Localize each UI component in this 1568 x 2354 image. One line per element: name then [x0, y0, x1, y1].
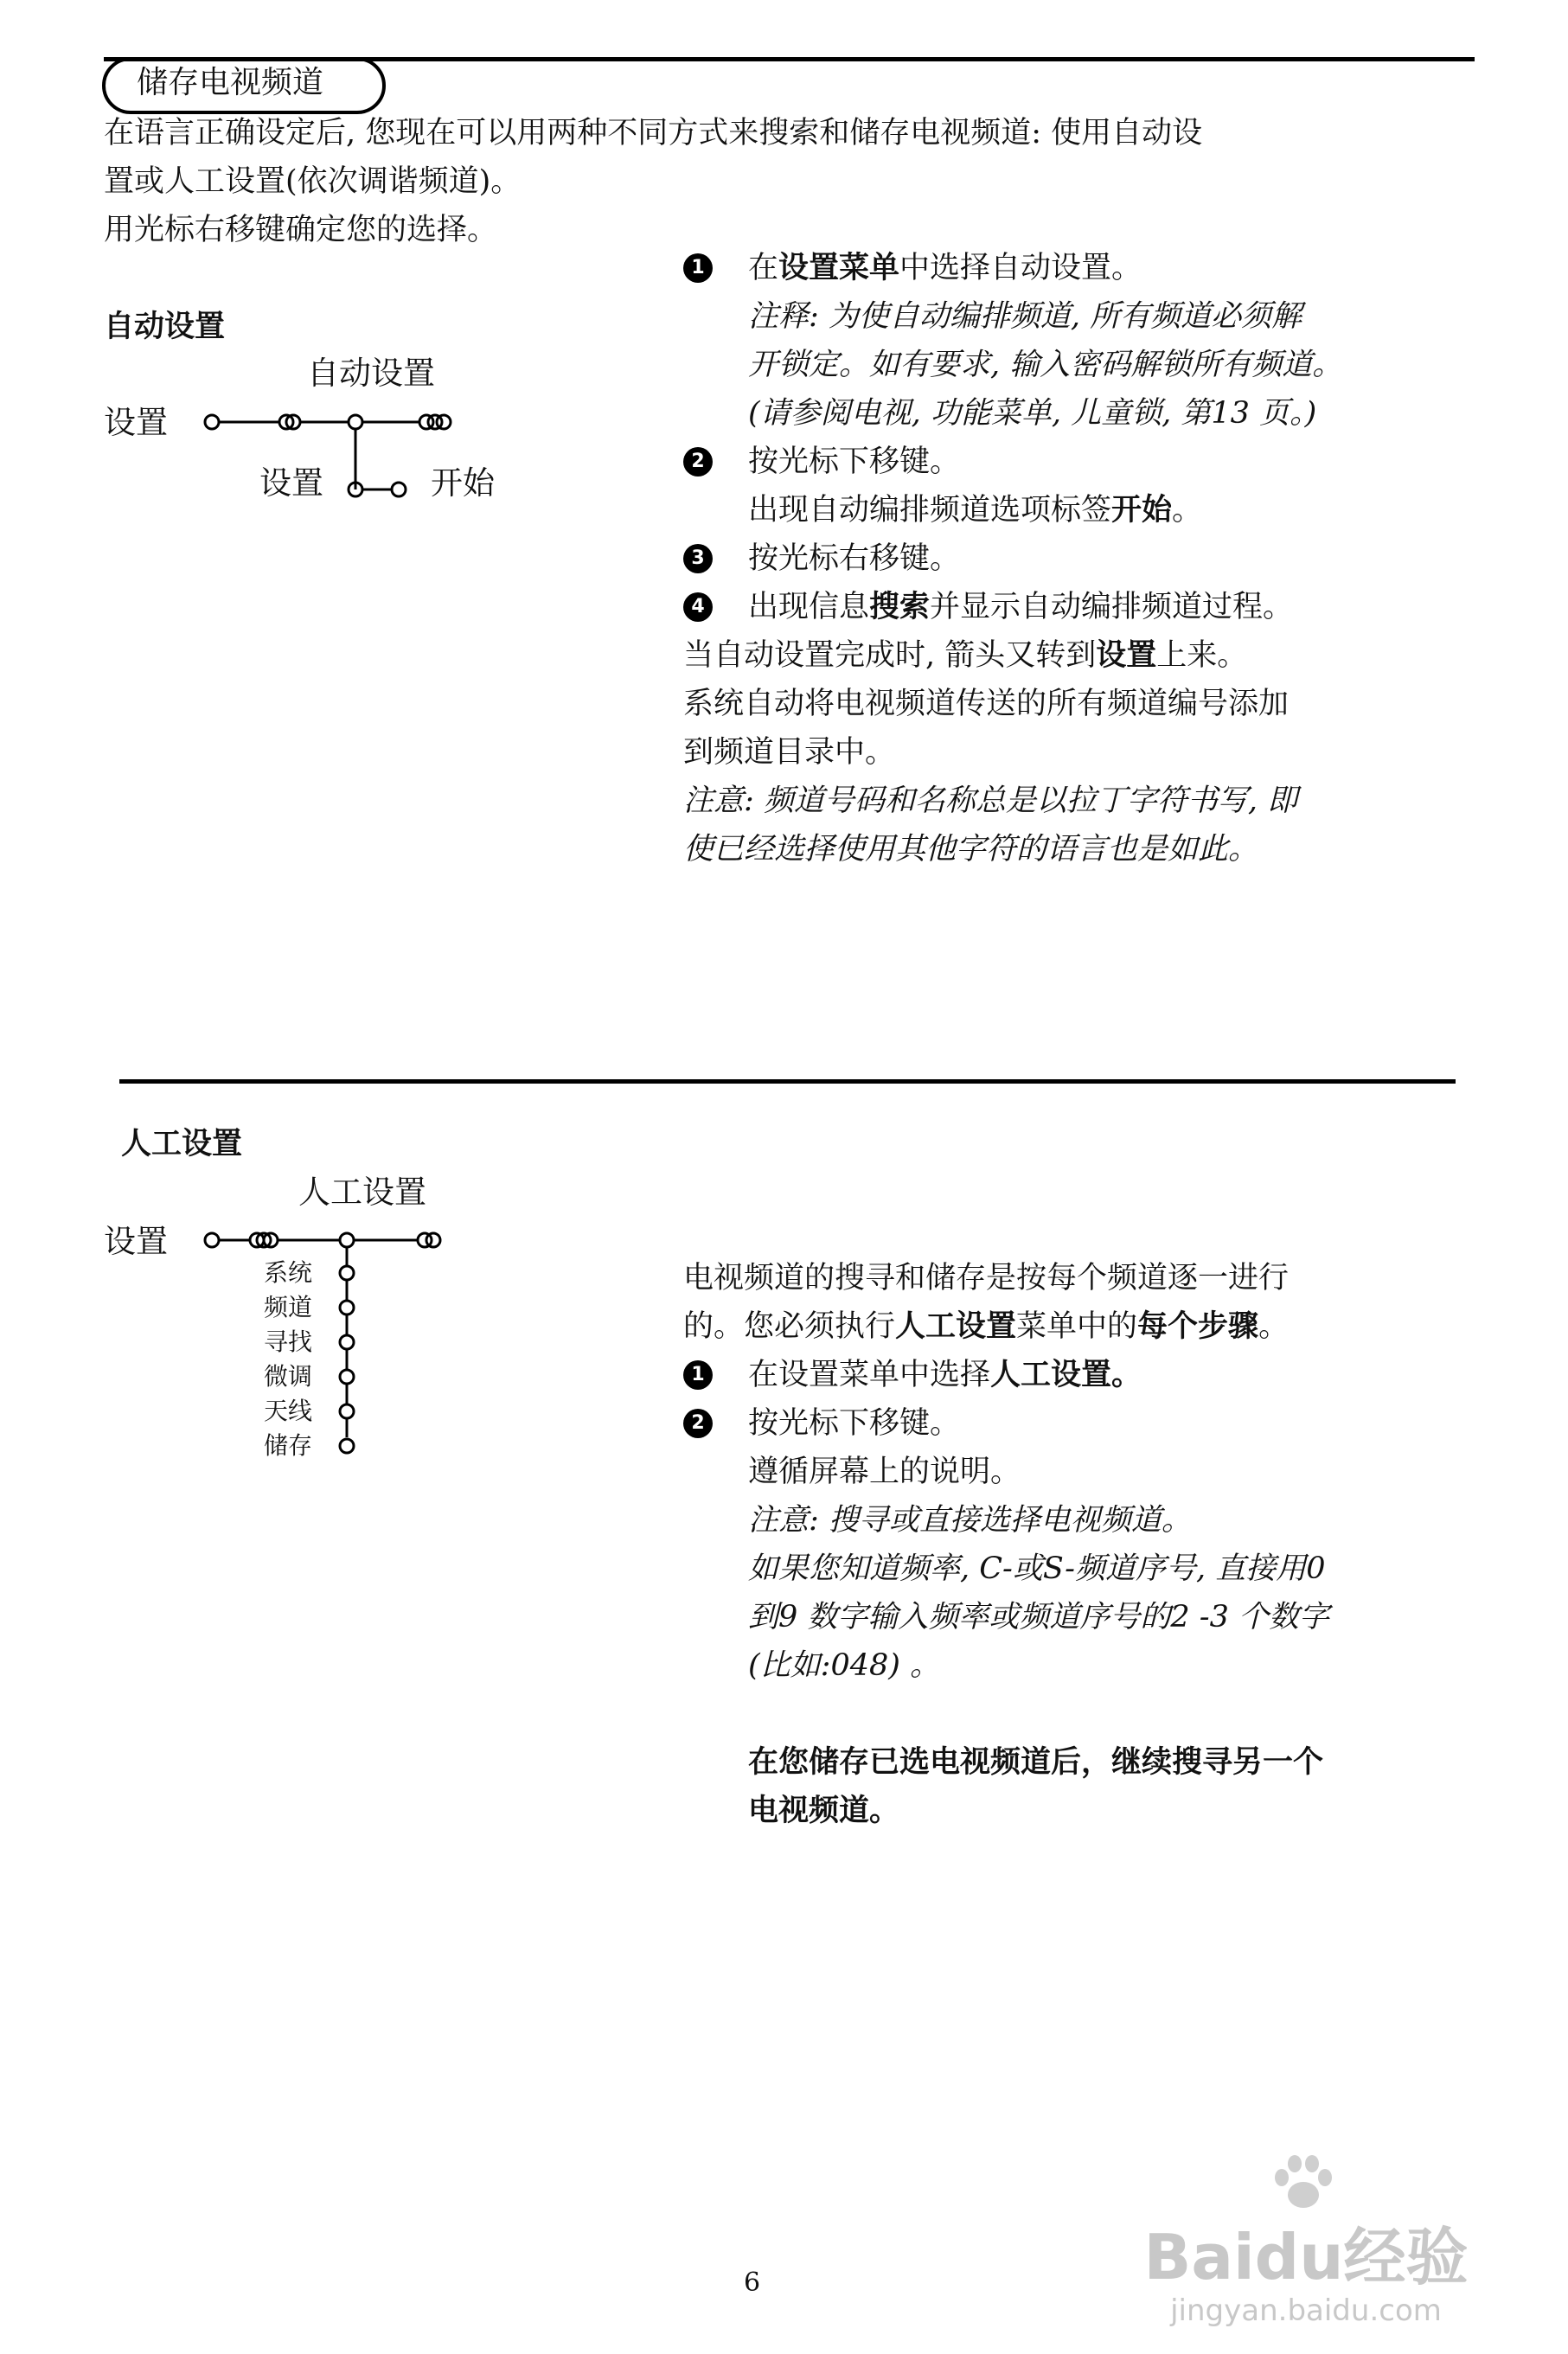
manual-setup-heading: 人工设置 — [121, 1126, 243, 1161]
text-run: 到频道目录中。 — [683, 735, 896, 770]
text-run: 遵循屏幕上的说明。 — [748, 1455, 1021, 1489]
text-line — [683, 1302, 1548, 1351]
text-run: 在 — [748, 251, 779, 285]
text-line — [683, 1254, 1548, 1302]
text-run: 搜索 — [869, 589, 931, 624]
text-run: 注意: 频道号码和名称总是以拉丁字符书写, 即 — [683, 784, 1298, 818]
text-line — [683, 1641, 1548, 1690]
closing-line: 在您储存已选电视频道后，继续搜寻另一个 — [748, 1744, 1324, 1780]
intro-line: 用光标右移键确定您的选择。 — [104, 213, 498, 247]
step-line — [683, 534, 1548, 583]
menu-item-search: 寻找 — [264, 1327, 313, 1356]
intro-line: 在语言正确设定后, 您现在可以用两种不同方式来搜索和储存电视频道: 使用自动设 — [104, 116, 1203, 150]
text-line — [683, 825, 1548, 873]
step-number-icon: 1 — [683, 1360, 713, 1390]
text-line — [683, 680, 1548, 728]
step-number-icon: 1 — [683, 253, 713, 283]
text-line — [683, 777, 1548, 825]
text-run: 人工设置 — [895, 1308, 1017, 1344]
step-line — [683, 1399, 1548, 1448]
text-run: 每个步骤 — [1137, 1308, 1259, 1344]
text-run: 到9 数字输入频率或频道序号的2 -3 个数字 — [748, 1600, 1330, 1634]
text-run: 出现自动编排频道选项标签 — [748, 493, 1112, 528]
text-run: 。 — [1258, 1309, 1290, 1344]
auto-setup-steps — [683, 244, 1548, 873]
node-icon — [340, 1335, 354, 1349]
text-run: 设置 — [1096, 637, 1157, 673]
menu-item-system: 系统 — [264, 1258, 313, 1287]
step-number-icon: 2 — [683, 447, 713, 477]
section-rule-middle — [119, 1079, 1456, 1084]
manual-setup-text — [683, 1254, 1548, 1835]
closing-line: 电视频道。 — [748, 1793, 900, 1828]
step-number-icon: 4 — [683, 592, 713, 622]
auto-setup-menu-diagram — [195, 406, 471, 510]
auto-diagram-menu-label: 自动设置 — [307, 355, 435, 392]
text-run: 按光标下移键。 — [748, 1406, 961, 1441]
text-run: 上来。 — [1156, 638, 1248, 673]
text-line — [683, 341, 1548, 389]
step-number-icon: 3 — [683, 544, 713, 573]
menu-item-channel: 频道 — [264, 1293, 313, 1321]
menu-item-finetune: 微调 — [264, 1362, 313, 1391]
watermark-brand: Baidu经验 — [1143, 2221, 1469, 2293]
node-icon — [349, 415, 362, 429]
step-line — [683, 583, 1548, 631]
node-icon — [205, 1233, 219, 1247]
text-run: 注释: 为使自动编排频道, 所有频道必须解 — [748, 299, 1302, 334]
step-line — [683, 1351, 1548, 1399]
manual-diagram-items — [264, 1256, 312, 1463]
paw-logo-icon — [1264, 2145, 1342, 2223]
text-run: 开始 — [1111, 492, 1173, 528]
step-number-icon: 2 — [683, 1409, 713, 1438]
node-icon — [340, 1439, 354, 1453]
text-run: 的。您必须执行 — [683, 1309, 896, 1344]
text-line — [683, 1545, 1548, 1593]
text-run: 电视频道的搜寻和储存是按每个频道逐一进行 — [683, 1261, 1290, 1295]
text-run: 菜单中的 — [1016, 1309, 1138, 1344]
node-icon — [340, 1370, 354, 1384]
node-icon — [426, 1233, 440, 1247]
auto-diagram-start-label: 开始 — [431, 464, 495, 502]
watermark — [1098, 2145, 1514, 2330]
auto-diagram-root-label: 设置 — [104, 404, 168, 441]
text-line — [683, 292, 1548, 341]
text-run: 设置菜单 — [778, 250, 900, 285]
text-run: 使已经选择使用其他字符的语言也是如此。 — [683, 832, 1259, 867]
text-line — [683, 1448, 1548, 1496]
intro-paragraph — [104, 109, 1202, 254]
manual-diagram-menu-label: 人工设置 — [298, 1174, 426, 1211]
page-number: 6 — [744, 2268, 761, 2298]
text-line — [683, 631, 1548, 680]
step-line — [683, 438, 1548, 486]
text-run: 出现信息 — [748, 590, 870, 624]
auto-setup-heading: 自动设置 — [104, 309, 226, 344]
text-run: 并显示自动编排频道过程。 — [930, 590, 1294, 624]
text-line — [683, 486, 1548, 534]
text-run: 在设置菜单中选择 — [748, 1358, 991, 1392]
node-icon — [392, 483, 406, 496]
text-line — [683, 1593, 1548, 1641]
node-icon — [437, 415, 451, 429]
node-icon — [340, 1301, 354, 1315]
text-run: 系统自动将电视频道传送的所有频道编号添加 — [683, 687, 1290, 721]
text-run: 。 — [1172, 493, 1203, 528]
menu-item-store: 储存 — [264, 1431, 313, 1460]
text-run: 人工设置。 — [990, 1357, 1142, 1392]
step-line — [683, 244, 1548, 292]
node-icon — [340, 1266, 354, 1280]
text-run: (比如:048) 。 — [748, 1648, 941, 1683]
node-icon — [205, 415, 219, 429]
text-run: 当自动设置完成时, 箭头又转到 — [683, 638, 1097, 673]
text-run: (请参阅电视, 功能菜单, 儿童锁, 第13 页。) — [748, 396, 1317, 431]
text-run: 如果您知道频率, C-或S-频道序号, 直接用0 — [748, 1551, 1326, 1586]
node-icon — [340, 1404, 354, 1418]
text-run: 按光标右移键。 — [748, 541, 961, 576]
intro-line: 置或人工设置(依次调谐频道)。 — [104, 164, 522, 199]
text-line — [683, 728, 1548, 777]
text-run: 中选择自动设置。 — [899, 251, 1142, 285]
auto-diagram-sub-label: 设置 — [259, 464, 323, 502]
text-line — [683, 1496, 1548, 1545]
node-icon — [340, 1233, 354, 1247]
watermark-url: jingyan.baidu.com — [1170, 2293, 1442, 2328]
text-line — [683, 389, 1548, 438]
menu-item-antenna: 天线 — [264, 1397, 313, 1425]
text-run: 按光标下移键。 — [748, 445, 961, 479]
manual-diagram-root-label: 设置 — [104, 1223, 168, 1260]
text-run: 开锁定。如有要求, 输入密码解锁所有频道。 — [748, 348, 1343, 382]
section-title: 储存电视频道 — [137, 65, 324, 100]
text-run: 注意: 搜寻或直接选择电视频道。 — [748, 1503, 1192, 1538]
manual-setup-menu-diagram — [195, 1225, 463, 1467]
